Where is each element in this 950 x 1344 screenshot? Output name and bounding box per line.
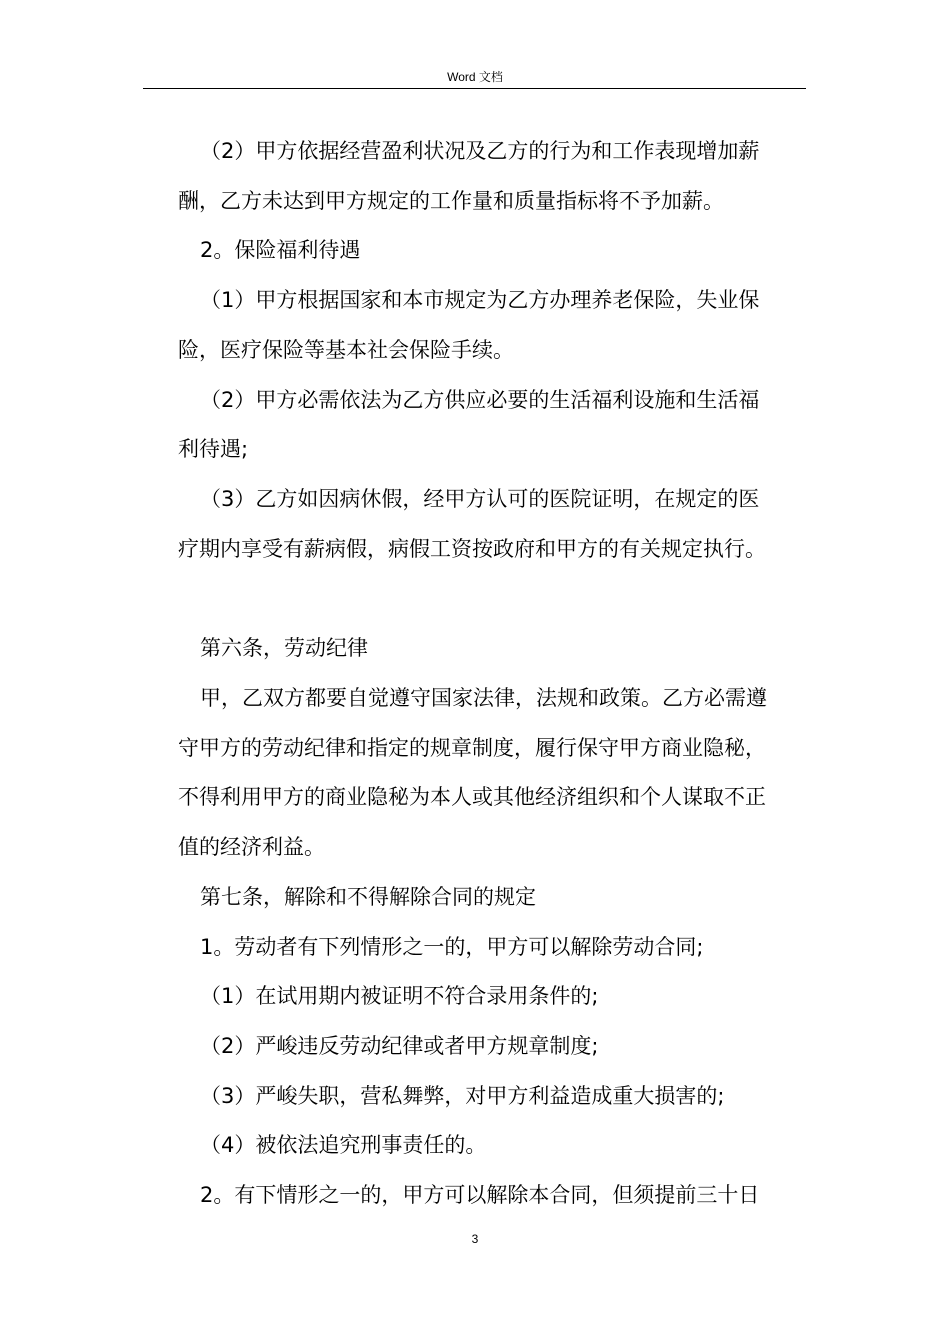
article-heading: 第六条，劳动纪律 xyxy=(200,636,368,661)
paragraph-line: （2）甲方必需依法为乙方供应必要的生活福利设施和生活福 xyxy=(200,387,760,412)
list-item: （3）严峻失职，营私舞弊，对甲方利益造成重大损害的; xyxy=(200,1083,725,1108)
paragraph-line: 甲，乙双方都要自觉遵守国家法律，法规和政策。乙方必需遵 xyxy=(200,686,767,711)
header-divider xyxy=(143,88,806,89)
paragraph-line: 酬，乙方未达到甲方规定的工作量和质量指标将不予加薪。 xyxy=(178,188,724,213)
document-header-title: Word 文档 xyxy=(447,70,503,84)
section-heading: 2。保险福利待遇 xyxy=(200,238,361,263)
paragraph-line: 不得利用甲方的商业隐秘为本人或其他经济组织和个人谋取不正 xyxy=(178,785,766,810)
paragraph-line: 疗期内享受有薪病假，病假工资按政府和甲方的有关规定执行。 xyxy=(178,536,766,561)
list-item: （1）在试用期内被证明不符合录用条件的; xyxy=(200,984,599,1009)
paragraph-line: 2。有下情形之一的，甲方可以解除本合同，但须提前三十日 xyxy=(200,1183,760,1208)
paragraph-line: （1）甲方根据国家和本市规定为乙方办理养老保险，失业保 xyxy=(200,288,760,313)
paragraph-line: （3）乙方如因病休假，经甲方认可的医院证明，在规定的医 xyxy=(200,486,760,511)
list-item: （2）严峻违反劳动纪律或者甲方规章制度; xyxy=(200,1033,599,1058)
paragraph-line: 1。劳动者有下列情形之一的，甲方可以解除劳动合同; xyxy=(200,934,704,959)
document-body xyxy=(178,127,806,1221)
paragraph-line: 守甲方的劳动纪律和指定的规章制度，履行保守甲方商业隐秘， xyxy=(178,735,766,760)
article-heading: 第七条，解除和不得解除合同的规定 xyxy=(200,884,536,909)
blank-line xyxy=(178,574,806,624)
page-number: 3 xyxy=(471,1232,479,1246)
paragraph-line: 利待遇; xyxy=(178,437,249,462)
paragraph-line: 险，医疗保险等基本社会保险手续。 xyxy=(178,337,514,362)
list-item: （4）被依法追究刑事责任的。 xyxy=(200,1133,487,1158)
paragraph-line: （2）甲方依据经营盈利状况及乙方的行为和工作表现增加薪 xyxy=(200,139,760,163)
paragraph-line: 值的经济利益。 xyxy=(178,835,325,860)
